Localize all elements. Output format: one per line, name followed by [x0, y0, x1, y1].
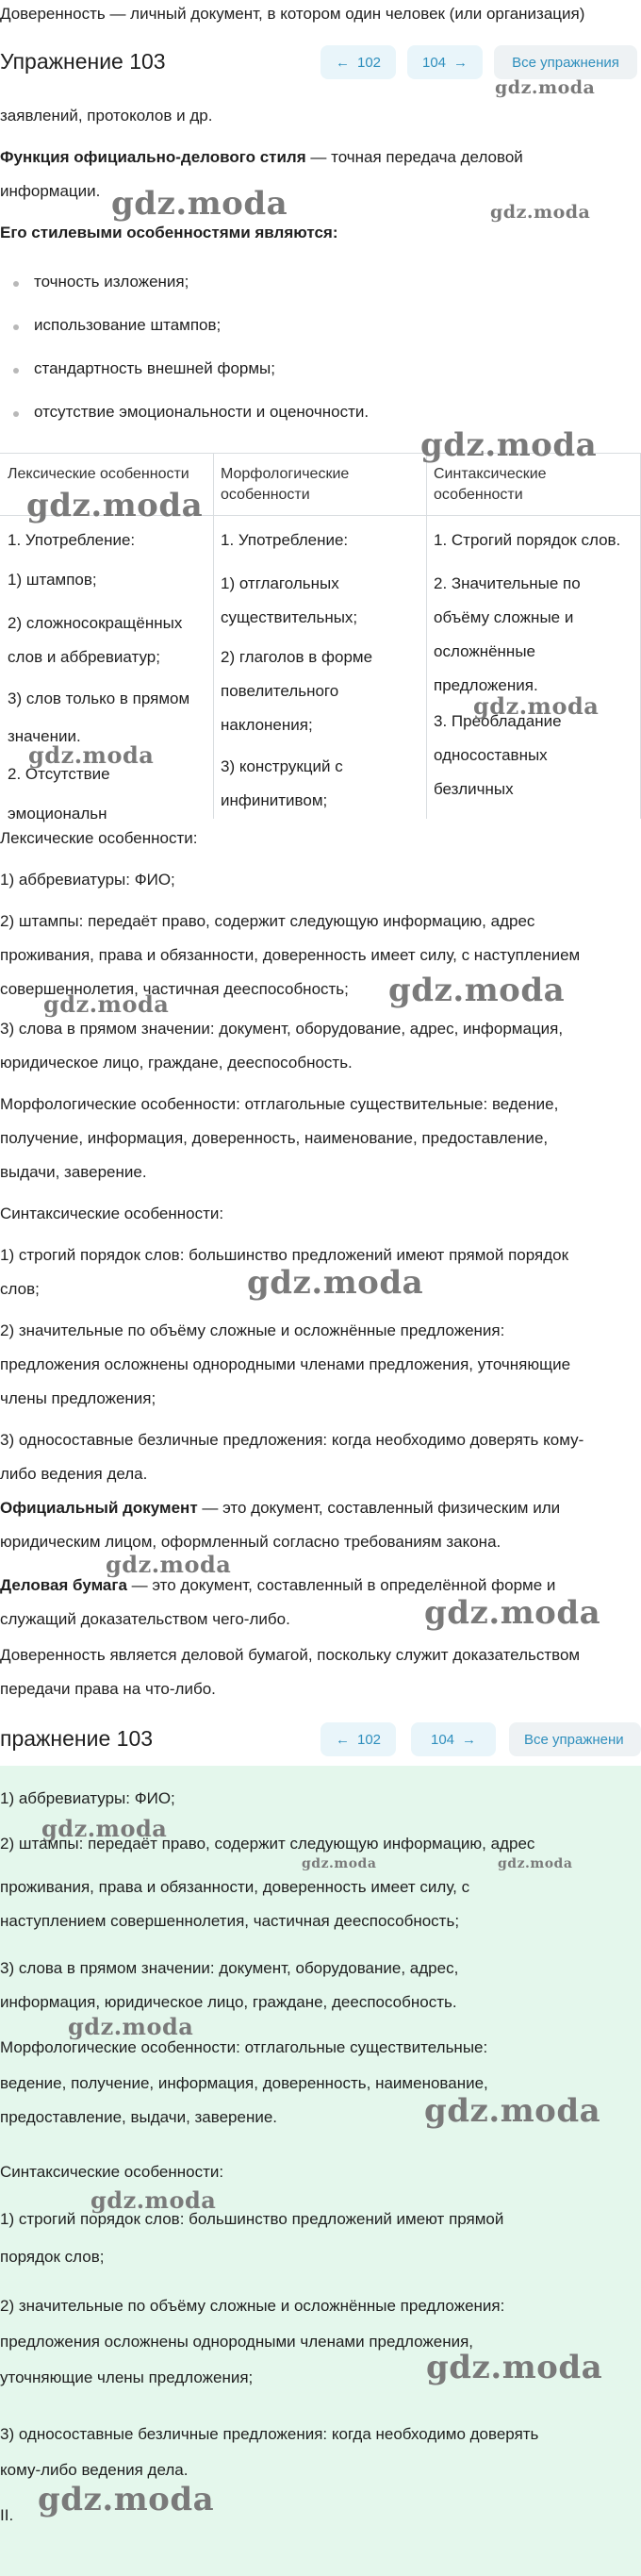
table-cell: осложнённые — [434, 642, 535, 660]
feature-item: использование штампов; — [34, 316, 222, 334]
answer-line: 1) аббревиатуры: ФИО; — [0, 1789, 175, 1807]
all-exercises-label: Все упражнения — [512, 54, 619, 71]
watermark: gdz.moda — [28, 741, 155, 769]
table-cell: 3) конструкций с — [221, 757, 343, 775]
answer-line: порядок слов; — [0, 2248, 105, 2266]
watermark: gdz.moda — [90, 2186, 217, 2214]
answer-line: 3) слова в прямом значении: документ, оборудование, адрес, — [0, 1959, 459, 1977]
table-cell: слов и аббревиатур; — [8, 648, 160, 666]
body-line: Синтаксические особенности: — [0, 1205, 224, 1222]
table-cell: 1. Употребление: — [221, 531, 349, 549]
all-exercises-button[interactable] — [509, 1722, 641, 1756]
arrow-left-icon: ← — [335, 1731, 350, 1748]
bullet-dot — [13, 324, 19, 330]
next-exercise-label: 104 — [421, 54, 447, 71]
watermark: gdz.moda — [26, 487, 204, 524]
features-heading: Его стилевыми особенностями являются: — [0, 224, 338, 241]
table-cell: предложения. — [434, 676, 538, 694]
table-header-text: Лексические особенности — [8, 466, 189, 482]
body-line: получение, информация, доверенность, наименование, предоставление, — [0, 1129, 549, 1147]
body-line: 3) слова в прямом значении: документ, оборудование, адрес, информация, — [0, 1020, 564, 1038]
conclusion-line-2: передачи права на что-либо. — [0, 1680, 216, 1698]
feature-item: точность изложения; — [34, 273, 189, 291]
body-line: Морфологические особенности: отглагольные существительные: ведение, — [0, 1095, 559, 1113]
body-line: Лексические особенности: — [0, 829, 198, 847]
feature-item: отсутствие эмоциональности и оценочности. — [34, 403, 370, 421]
answer-line: 1) строгий порядок слов: большинство предложений имеют прямой — [0, 2210, 504, 2228]
table-cell: наклонения; — [221, 716, 313, 734]
table-cell: 3. Преобладание — [434, 712, 562, 730]
table-cell: 3) слов только в прямом — [8, 690, 190, 707]
table-cell: объёму сложные и — [434, 608, 574, 626]
watermark: gdz.moda — [43, 990, 170, 1018]
prev-exercise-label: 102 — [356, 1731, 382, 1748]
answer-line: ведение, получение, информация, доверенность, наименование, — [0, 2074, 488, 2092]
table-cell: безличных — [434, 780, 514, 798]
answer-line: предложения осложнены однородными членами предложения, — [0, 2333, 474, 2351]
function-term: Функция официально-делового стиля — [0, 148, 306, 166]
table-cell: повелительного — [221, 682, 339, 700]
watermark: gdz.moda — [106, 1551, 232, 1578]
answer-line: Синтаксические особенности: — [0, 2163, 224, 2181]
feature-item: стандартность внешней формы; — [34, 359, 275, 377]
table-cell: 1) штампов; — [8, 571, 97, 589]
table-header-text: Синтаксические — [434, 466, 547, 482]
paper-definition-2: служащий доказательством чего-либо. — [0, 1610, 290, 1628]
prev-exercise-label: 102 — [356, 54, 382, 71]
answer-line: кому-либо ведения дела. — [0, 2461, 189, 2479]
table-column-divider — [426, 453, 427, 819]
watermark: gdz.moda — [247, 1264, 424, 1302]
conclusion-line: Доверенность является деловой бумагой, поскольку служит доказательством — [0, 1646, 581, 1664]
intro-line-1: заявлений, протоколов и др. — [0, 107, 213, 125]
answer-line: 2) штампы: передаёт право, содержит следующую информацию, адрес — [0, 1835, 535, 1853]
table-header-text: Морфологические — [221, 466, 350, 482]
bullet-dot — [13, 368, 19, 374]
body-line: выдачи, заверение. — [0, 1163, 147, 1181]
answer-line: 2) значительные по объёму сложные и осложнённые предложения: — [0, 2297, 505, 2315]
all-exercises-label: Все упражнени — [524, 1731, 624, 1748]
bullet-dot — [13, 281, 19, 287]
body-line: проживания, права и обязанности, доверенность имеет силу, с наступлением — [0, 946, 581, 964]
function-line-2: информации. — [0, 182, 101, 200]
document-term: Официальный документ — [0, 1499, 198, 1517]
answer-line: информация, юридическое лицо, граждане, дееспособность. — [0, 1993, 457, 2011]
answer-line: Морфологические особенности: отглагольные существительные: — [0, 2038, 488, 2056]
body-line: 2) штампы: передаёт право, содержит следующую информацию, адрес — [0, 912, 535, 930]
next-exercise-button[interactable] — [411, 1722, 496, 1756]
table-header-morphological — [221, 464, 349, 506]
body-line: члены предложения; — [0, 1389, 156, 1407]
all-exercises-button[interactable] — [494, 45, 637, 79]
answer-line: 3) односоставные безличные предложения: когда необходимо доверять — [0, 2425, 539, 2443]
table-cell: 2. Значительные по — [434, 574, 581, 592]
body-line: слов; — [0, 1280, 40, 1298]
table-header-syntactic — [434, 464, 547, 506]
prev-exercise-button[interactable] — [320, 1722, 396, 1756]
body-line: предложения осложнены однородными членами предложения, уточняющие — [0, 1355, 571, 1373]
watermark: gdz.moda — [424, 2092, 601, 2130]
table-header-text: особенности — [221, 487, 310, 503]
table-cell: эмоциональн — [8, 805, 107, 823]
next-exercise-button[interactable] — [407, 45, 483, 79]
paper-definition — [0, 1575, 555, 1596]
table-header-text: особенности — [434, 487, 523, 503]
body-line: 3) односоставные безличные предложения: когда необходимо доверять кому- — [0, 1431, 584, 1449]
table-cell: 2) глаголов в форме — [221, 648, 373, 666]
body-line: 1) строгий порядок слов: большинство предложений имеют прямой порядок — [0, 1246, 569, 1264]
document-definition-2: юридическим лицом, оформленный согласно требованиям закона. — [0, 1533, 501, 1551]
watermark: gdz.moda — [498, 1856, 573, 1871]
document-definition-text: — это документ, составленный физическим или — [197, 1499, 561, 1517]
body-line: 1) аббревиатуры: ФИО; — [0, 871, 175, 889]
watermark: gdz.moda — [68, 2013, 194, 2040]
watermark: gdz.moda — [424, 1594, 601, 1632]
paper-term: Деловая бумага — [0, 1576, 127, 1594]
watermark: gdz.moda — [388, 972, 566, 1009]
features-table — [0, 426, 641, 823]
watermark: gdz.moda — [302, 1856, 377, 1871]
body-line: юридическое лицо, граждане, дееспособность. — [0, 1054, 353, 1072]
watermark: gdz.moda — [111, 185, 288, 223]
answer-line: наступлением совершеннолетия, частичная дееспособность; — [0, 1912, 460, 1930]
arrow-right-icon: → — [453, 54, 468, 71]
body-line: 2) значительные по объёму сложные и осложнённые предложения: — [0, 1321, 505, 1339]
arrow-right-icon: → — [462, 1731, 477, 1748]
table-cell: существительных; — [221, 608, 358, 626]
next-exercise-label: 104 — [430, 1731, 455, 1748]
page-title: Упражнение 103 — [0, 49, 166, 74]
table-cell: 1) отглагольных — [221, 574, 339, 592]
document-definition — [0, 1498, 560, 1519]
table-cell: 2. Отсутствие — [8, 765, 110, 783]
table-header-lexical — [8, 464, 189, 485]
table-cell: инфинитивом; — [221, 791, 328, 809]
prev-exercise-button[interactable] — [320, 45, 396, 79]
paper-definition-text: — это документ, составленный в определённой форме и — [126, 1576, 556, 1594]
watermark: gdz.moda — [490, 202, 591, 223]
table-cell: значении. — [8, 727, 81, 745]
table-cell: 1. Употребление: — [8, 531, 136, 549]
answer-line: предоставление, выдачи, заверение. — [0, 2108, 278, 2126]
arrow-left-icon: ← — [335, 54, 350, 71]
function-definition: — точная передача деловой — [305, 148, 523, 166]
page-title-repeat: пражнение 103 — [0, 1726, 154, 1751]
answer-line: проживания, права и обязанности, доверенность имеет силу, с — [0, 1878, 470, 1896]
table-cell: односоставных — [434, 746, 548, 764]
watermark: gdz.moda — [420, 426, 598, 464]
answer-line: уточняющие члены предложения; — [0, 2368, 254, 2386]
table-cell: 2) сложносокращённых — [8, 614, 183, 632]
watermark: gdz.moda — [426, 2349, 603, 2386]
watermark: gdz.moda — [41, 1815, 168, 1842]
watermark: gdz.moda — [473, 692, 600, 720]
watermark: gdz.moda — [495, 77, 596, 98]
body-line: либо ведения дела. — [0, 1465, 148, 1483]
body-line: совершеннолетия, частичная дееспособность; — [0, 980, 349, 998]
intro-first-line: Доверенность — личный документ, в котором один человек (или организация) — [0, 5, 585, 23]
table-column-divider — [213, 453, 214, 819]
answer-line: II. — [0, 2506, 14, 2524]
watermark: gdz.moda — [38, 2481, 215, 2518]
table-cell: 1. Строгий порядок слов. — [434, 531, 621, 549]
function-line — [0, 147, 523, 168]
bullet-dot — [13, 411, 19, 417]
